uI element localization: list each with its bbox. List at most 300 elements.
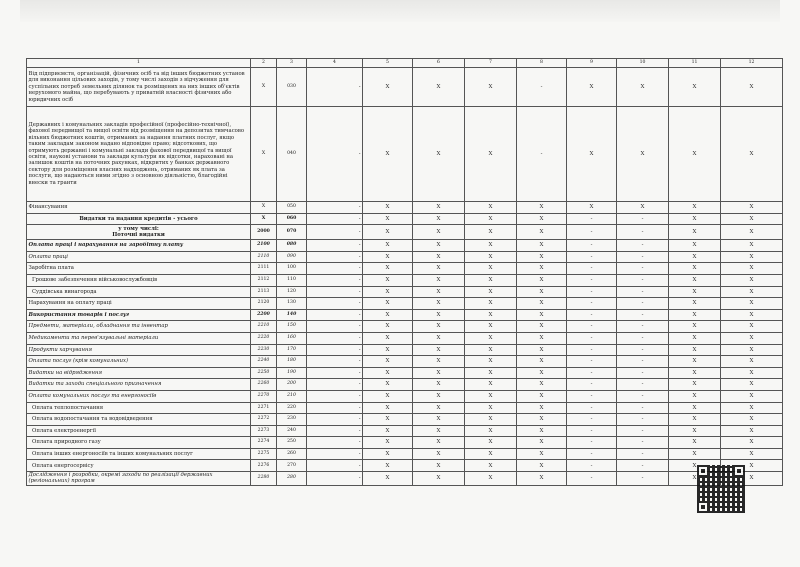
value-cell: X [517,240,567,252]
row-label: Використання товарів і послуг [27,309,251,321]
value-cell: X [465,437,517,449]
value-cell: X [251,107,277,202]
row-label: Видатки та надання кредитів - усього [27,213,251,225]
value-cell: 060 [277,213,307,225]
table-row [27,448,783,460]
value-cell: - [567,309,617,321]
value-cell: 2280 [251,472,277,486]
value-cell: X [465,356,517,368]
value-cell: X [251,213,277,225]
value-cell: X [465,472,517,486]
row-label: Оплата теплопостачання [27,402,251,414]
value-cell: X [363,448,413,460]
value-cell: 030 [277,68,307,107]
value-cell: X [721,202,783,214]
value-cell: X [465,202,517,214]
value-cell: X [363,321,413,333]
value-cell: X [465,425,517,437]
value-cell: - [617,437,669,449]
value-cell: X [413,225,465,240]
value-cell: 2110 [251,251,277,263]
value-cell: - [307,332,363,344]
table-row [27,107,783,202]
value-cell: X [721,425,783,437]
value-cell: X [721,448,783,460]
value-cell: X [413,402,465,414]
table-row [27,298,783,310]
value-cell: 180 [277,356,307,368]
value-cell: X [413,448,465,460]
value-cell: X [465,68,517,107]
value-cell: - [307,448,363,460]
value-cell: X [363,286,413,298]
value-cell: 2274 [251,437,277,449]
value-cell: X [517,402,567,414]
value-cell: X [465,263,517,275]
value-cell: - [307,202,363,214]
value-cell: X [669,274,721,286]
value-cell: - [567,240,617,252]
value-cell: 070 [277,225,307,240]
value-cell: - [307,240,363,252]
row-label: у тому числі: Поточні видатки [27,225,251,240]
value-cell: X [413,472,465,486]
row-label: Оплата енергосервісу [27,460,251,472]
value-cell: - [567,321,617,333]
value-cell: X [669,414,721,426]
value-cell: X [413,390,465,402]
value-cell: - [307,379,363,391]
value-cell: X [465,274,517,286]
value-cell: - [567,437,617,449]
value-cell: 050 [277,202,307,214]
table-row [27,213,783,225]
value-cell: - [517,68,567,107]
table-row [27,274,783,286]
value-cell: X [669,225,721,240]
row-label: Оплата послуг (крім комунальних) [27,356,251,368]
value-cell: - [307,251,363,263]
table-row [27,379,783,391]
row-label: Оплата природного газу [27,437,251,449]
value-cell: 090 [277,251,307,263]
value-cell: 160 [277,332,307,344]
value-cell: X [721,321,783,333]
value-cell: - [307,225,363,240]
value-cell: - [307,286,363,298]
value-cell: X [465,321,517,333]
value-cell: 2000 [251,225,277,240]
value-cell: 280 [277,472,307,486]
value-cell: X [517,367,567,379]
value-cell: X [669,68,721,107]
value-cell: 2240 [251,356,277,368]
column-number-cell: 6 [413,59,465,68]
value-cell: X [669,309,721,321]
value-cell: - [307,460,363,472]
row-label: Фінансування [27,202,251,214]
value-cell: X [413,286,465,298]
value-cell: X [363,402,413,414]
value-cell: 100 [277,263,307,275]
value-cell: X [465,309,517,321]
value-cell: - [617,298,669,310]
row-label: Оплата праці і нарахування на заробітну плату [27,240,251,252]
value-cell: 230 [277,414,307,426]
value-cell: 120 [277,286,307,298]
value-cell: 2273 [251,425,277,437]
value-cell: - [567,251,617,263]
column-number-cell: 3 [277,59,307,68]
row-label: Оплата праці [27,251,251,263]
value-cell: X [363,251,413,263]
value-cell: X [251,68,277,107]
value-cell: - [567,460,617,472]
row-label: Грошове забезпечення військовослужбовців [27,274,251,286]
value-cell: - [617,414,669,426]
value-cell: X [363,460,413,472]
table-row [27,240,783,252]
value-cell: - [307,309,363,321]
value-cell: X [517,472,567,486]
value-cell: X [413,274,465,286]
value-cell: - [567,298,617,310]
value-cell: X [413,240,465,252]
value-cell: 2276 [251,460,277,472]
value-cell: X [669,390,721,402]
value-cell: - [567,213,617,225]
value-cell: X [721,379,783,391]
value-cell: - [567,332,617,344]
value-cell: X [413,356,465,368]
value-cell: 210 [277,390,307,402]
value-cell: X [363,414,413,426]
value-cell: X [363,274,413,286]
value-cell: - [617,286,669,298]
value-cell: X [517,437,567,449]
value-cell: X [617,68,669,107]
value-cell: - [617,213,669,225]
value-cell: X [413,344,465,356]
value-cell: X [669,460,721,472]
row-label: Медикаменти та перев'язувальні матеріали [27,332,251,344]
value-cell: X [721,309,783,321]
value-cell: - [617,356,669,368]
value-cell: 2250 [251,367,277,379]
value-cell: X [669,448,721,460]
value-cell: X [465,460,517,472]
value-cell: X [617,107,669,202]
row-label: Оплата електроенергії [27,425,251,437]
column-number-cell: 7 [465,59,517,68]
value-cell: X [413,367,465,379]
table-row [27,356,783,368]
value-cell: X [363,379,413,391]
value-cell: 2275 [251,448,277,460]
value-cell: X [721,414,783,426]
value-cell: - [307,344,363,356]
value-cell: X [721,225,783,240]
value-cell: X [465,225,517,240]
table-row [27,344,783,356]
value-cell: X [363,225,413,240]
value-cell: 2113 [251,286,277,298]
value-cell: X [413,332,465,344]
value-cell: X [465,379,517,391]
value-cell: - [617,309,669,321]
value-cell: X [669,321,721,333]
value-cell: X [413,202,465,214]
table-row [27,437,783,449]
value-cell: X [517,274,567,286]
value-cell: X [517,321,567,333]
value-cell: - [617,332,669,344]
value-cell: X [721,332,783,344]
value-cell: X [413,414,465,426]
value-cell: X [413,437,465,449]
value-cell: X [517,414,567,426]
value-cell: X [465,213,517,225]
value-cell: X [669,356,721,368]
value-cell: - [617,367,669,379]
value-cell: X [413,425,465,437]
value-cell: X [251,202,277,214]
value-cell: - [307,213,363,225]
value-cell: X [567,107,617,202]
value-cell: 150 [277,321,307,333]
value-cell: X [465,332,517,344]
value-cell: 2112 [251,274,277,286]
value-cell: X [669,367,721,379]
value-cell: 2260 [251,379,277,391]
value-cell: X [721,344,783,356]
value-cell: X [517,213,567,225]
value-cell: X [669,251,721,263]
value-cell: 110 [277,274,307,286]
value-cell: X [517,309,567,321]
value-cell: X [413,68,465,107]
value-cell: 2200 [251,309,277,321]
value-cell: 170 [277,344,307,356]
value-cell: X [669,202,721,214]
value-cell: - [307,321,363,333]
table-row [27,251,783,263]
value-cell: - [307,367,363,379]
value-cell: X [363,367,413,379]
value-cell: 200 [277,379,307,391]
value-cell: 130 [277,298,307,310]
value-cell: - [567,274,617,286]
value-cell: X [363,356,413,368]
value-cell: X [413,213,465,225]
value-cell: - [567,379,617,391]
value-cell: - [307,68,363,107]
value-cell: X [363,332,413,344]
value-cell: - [307,472,363,486]
value-cell: 2210 [251,321,277,333]
value-cell: X [363,425,413,437]
row-label: Предмети, матеріали, обладнання та інвентар [27,321,251,333]
value-cell: X [669,263,721,275]
column-number-cell: 10 [617,59,669,68]
table-row [27,286,783,298]
value-cell: X [517,202,567,214]
value-cell: X [465,448,517,460]
table-row [27,309,783,321]
value-cell: X [363,437,413,449]
value-cell: - [567,414,617,426]
value-cell: - [307,414,363,426]
value-cell: 190 [277,367,307,379]
value-cell: X [721,251,783,263]
table-row [27,225,783,240]
value-cell: X [669,379,721,391]
row-label: Дослідження і розробки, окремі заходи по реалізації державних (регіональних) програм [27,472,251,486]
value-cell: - [307,274,363,286]
value-cell: X [517,460,567,472]
value-cell: X [363,107,413,202]
value-cell: X [413,460,465,472]
value-cell: X [669,298,721,310]
value-cell: X [721,213,783,225]
value-cell: 2271 [251,402,277,414]
value-cell: X [363,298,413,310]
column-number-cell: 4 [307,59,363,68]
value-cell: 2270 [251,390,277,402]
row-label: Оплата комунальних послуг та енергоносіїв [27,390,251,402]
column-number-row [27,59,783,68]
value-cell: - [307,298,363,310]
value-cell: - [567,402,617,414]
value-cell: 240 [277,425,307,437]
value-cell: - [567,472,617,486]
row-label: Суддівська винагорода [27,286,251,298]
row-label: Продукти харчування [27,344,251,356]
value-cell: X [721,402,783,414]
value-cell: X [669,425,721,437]
table-row [27,263,783,275]
value-cell: 2111 [251,263,277,275]
value-cell: - [517,107,567,202]
table-row [27,332,783,344]
value-cell: X [721,263,783,275]
value-cell: X [721,298,783,310]
value-cell: X [669,472,721,486]
value-cell: X [517,286,567,298]
value-cell: X [465,286,517,298]
value-cell: - [567,448,617,460]
value-cell: X [517,344,567,356]
value-cell: X [465,107,517,202]
value-cell: X [465,390,517,402]
value-cell: X [721,286,783,298]
value-cell: - [567,425,617,437]
value-cell: X [465,298,517,310]
table-row [27,321,783,333]
value-cell: X [413,321,465,333]
table-row [27,402,783,414]
value-cell: X [465,414,517,426]
value-cell: - [567,225,617,240]
value-cell: X [363,309,413,321]
scan-top-shade [20,0,780,22]
value-cell: - [617,460,669,472]
column-number-cell: 8 [517,59,567,68]
table-row [27,472,783,486]
value-cell: X [669,344,721,356]
value-cell: X [517,298,567,310]
value-cell: X [721,356,783,368]
value-cell: X [721,68,783,107]
value-cell: X [363,263,413,275]
value-cell: - [307,263,363,275]
table-row [27,367,783,379]
value-cell: X [465,251,517,263]
value-cell: - [617,263,669,275]
value-cell: X [363,390,413,402]
value-cell: X [413,251,465,263]
row-label: Нарахування на оплату праці [27,298,251,310]
column-number-cell: 1 [27,59,251,68]
value-cell: X [669,402,721,414]
value-cell: X [517,390,567,402]
value-cell: X [721,390,783,402]
value-cell: X [669,332,721,344]
value-cell: X [517,425,567,437]
table-row [27,68,783,107]
value-cell: X [363,202,413,214]
value-cell: - [617,274,669,286]
value-cell: X [721,460,783,472]
value-cell: - [307,425,363,437]
value-cell: - [567,263,617,275]
row-label: Державних і комунальних закладів професійної (професійно-технічної), фахової передвищої та вищої освіти від розміщення на депозитах тимчасово вільних бюджетних коштів, отриманих за надання платних послуг, якщо таким закладам законом надано відповідне право; відсоткових, що отримують державні і комунальні заклади фахової передвищої та вищої освіти, наукові установи та заклади культури як відсотки, нараховані на залишок коштів на поточних рахунках, відкритих у банках державного сектору для розміщення власних надходжень, отриманих як плата за послуги, що надаються ними згідно з основною діяльністю, благодійні внески та гранти [27,107,251,202]
value-cell: - [617,390,669,402]
value-cell: X [517,379,567,391]
value-cell: X [669,437,721,449]
value-cell: 220 [277,402,307,414]
value-cell: - [617,425,669,437]
value-cell: - [617,472,669,486]
value-cell: X [721,274,783,286]
value-cell: 2120 [251,298,277,310]
row-label: Оплата інших енергоносіїв та інших комунальних послуг [27,448,251,460]
value-cell: 040 [277,107,307,202]
value-cell: X [669,213,721,225]
value-cell: 2272 [251,414,277,426]
value-cell: X [413,263,465,275]
value-cell: X [517,225,567,240]
budget-report-table [26,58,783,486]
column-number-cell: 12 [721,59,783,68]
table-row [27,390,783,402]
value-cell: X [721,472,783,486]
value-cell: X [721,240,783,252]
row-label: Оплата водопостачання та водовідведення [27,414,251,426]
value-cell: X [413,309,465,321]
value-cell: - [567,390,617,402]
table-row [27,460,783,472]
value-cell: X [721,107,783,202]
value-cell: - [307,402,363,414]
value-cell: X [567,68,617,107]
value-cell: X [669,286,721,298]
value-cell: X [413,298,465,310]
value-cell: X [669,240,721,252]
value-cell: - [567,286,617,298]
value-cell: X [465,240,517,252]
value-cell: X [363,344,413,356]
